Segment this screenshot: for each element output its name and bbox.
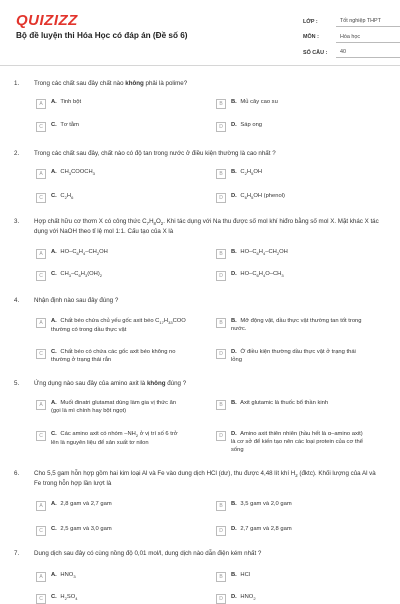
answer-option-d[interactable] (216, 122, 366, 132)
option-text: C. Các amino axit có nhóm $-NH_2$ ở vị trí số 6 trở lên là nguyên liệu để sản xuất tơ nilon (51, 431, 178, 446)
question-text: Trong các chất sau đây, chất nào có độ tan trong nước ở điều kiện thường là cao nhất ? (34, 150, 276, 157)
question-text: Ứng dụng nào sau đây của amino axit là không đúng ? (34, 380, 187, 387)
option-letter-box: B (216, 318, 226, 328)
answer-option-b[interactable] (216, 572, 366, 582)
option-text: A. $CH_3COOCH_3$ (51, 169, 95, 177)
option-text: A. Muối đinatri glutamat dùng làm gia vị thức ăn (gọi là mì chính hay bột ngọt) (51, 400, 177, 414)
option-text: D. 2,7 gam và 2,8 gam (231, 526, 292, 532)
option-text: D. Amino axit thiên nhiên (hầu hết là α–amino axit) là cơ sở để kiến tạo nên các loại protein của cơ thể sống (231, 431, 363, 453)
header-divider (0, 65, 400, 66)
answer-option-a[interactable] (36, 572, 186, 582)
option-letter-box: D (216, 122, 226, 132)
option-letter-box: D (216, 594, 226, 604)
question-text: Trong các chất sau đây chất nào không phải là polime? (34, 80, 188, 87)
answer-option-b[interactable] (216, 249, 366, 259)
option-letter-box: D (216, 526, 226, 536)
option-text: C. $CH_3-C_6H_3(OH)_2$ (51, 271, 103, 279)
option-text: A. Tinh bột (51, 99, 82, 105)
answer-option-c[interactable] (36, 431, 186, 448)
meta-label: MÔN : (303, 34, 319, 41)
answer-option-c[interactable] (36, 193, 186, 203)
option-text: B. $C_2H_5OH$ (231, 169, 263, 177)
answer-option-d[interactable] (216, 526, 366, 536)
question-number: 3. (14, 218, 20, 225)
option-letter-box: D (216, 271, 226, 281)
option-letter-box: B (216, 99, 226, 109)
option-text: D. Ở điều kiện thường dầu thực vật ở trạng thái lỏng (231, 349, 356, 363)
option-text: B. Mỡ động vật, dầu thực vật thường tan tốt trong nước. (231, 318, 362, 332)
answer-option-c[interactable] (36, 526, 186, 536)
option-text: B. 3,5 gam và 2,0 gam (231, 501, 292, 507)
option-text: A. $HNO_3$ (51, 572, 76, 580)
question-text: Hợp chất hữu cơ thơm X có công thức $C_7H_8O_2$. Khi tác dụng với Na thu được số mol khí hiđro bằng số mol X. Mặt khác X tác dụng với NaOH theo tỉ lệ mol 1:1. Cấu tạo của X là (34, 218, 379, 236)
answer-option-d[interactable] (216, 594, 366, 604)
option-text: C. 2,5 gam và 3,0 gam (51, 526, 112, 532)
option-letter-box: C (36, 349, 46, 359)
question-number: 6. (14, 470, 20, 477)
answer-option-b[interactable] (216, 99, 366, 109)
answer-option-d[interactable] (216, 349, 366, 365)
answer-option-c[interactable] (36, 271, 186, 281)
meta-value: 40 (336, 47, 400, 58)
answer-option-b[interactable] (216, 400, 366, 410)
option-text: C. $H_2SO_4$ (51, 594, 78, 602)
page-title: Bộ đề luyện thi Hóa Học có đáp án (Đề số 6) (16, 31, 188, 40)
meta-label: SỐ CÂU : (303, 49, 328, 56)
option-letter-box: A (36, 501, 46, 511)
option-text: A. $HO-C_6H_4-CH_2OH$ (51, 249, 108, 257)
option-letter-box: A (36, 169, 46, 179)
option-text: A. Chất béo chứa chủ yếu gốc axit béo $C_{17}H_{33}COO$ thường có trong dầu thực vật (51, 318, 186, 333)
option-letter-box: C (36, 271, 46, 281)
option-text: A. 2,8 gam và 2,7 gam (51, 501, 112, 507)
answer-option-c[interactable] (36, 122, 186, 132)
answer-option-a[interactable] (36, 169, 186, 179)
option-text: B. Mủ cây cao su (231, 99, 278, 105)
option-letter-box: C (36, 193, 46, 203)
option-text: D. Sáp ong (231, 122, 263, 128)
answer-option-b[interactable] (216, 318, 366, 334)
meta-value: Tốt nghiệp THPT (336, 16, 400, 27)
option-letter-box: C (36, 594, 46, 604)
option-letter-box: A (36, 249, 46, 259)
question-number: 4. (14, 297, 20, 304)
option-letter-box: C (36, 431, 46, 441)
answer-option-a[interactable] (36, 501, 186, 511)
meta-value: Hóa học (336, 32, 400, 43)
option-text: D. $HNO_2$ (231, 594, 256, 602)
question-text: Cho 5,5 gam hỗn hợp gồm hai kim loại Al và Fe vào dung dịch HCl (dư), thu được 4,48 lít khí $H_2$ (đktc). Khối lượng của Al và Fe trong hỗn hợp lần lượt là (34, 470, 376, 488)
option-text: C. Tơ tằm (51, 122, 79, 128)
question-text: Nhận định nào sau đây đúng ? (34, 297, 119, 304)
option-letter-box: C (36, 122, 46, 132)
option-letter-box: A (36, 318, 46, 328)
option-text: B. HCl (231, 572, 251, 578)
option-letter-box: D (216, 431, 226, 441)
answer-option-a[interactable] (36, 99, 186, 109)
answer-option-a[interactable] (36, 249, 186, 259)
answer-option-c[interactable] (36, 349, 186, 365)
option-letter-box: B (216, 572, 226, 582)
question-number: 5. (14, 380, 20, 387)
question-text: Dung dịch sau đây có cùng nồng độ 0,01 mol/l, dung dịch nào dẫn điện kém nhất ? (34, 550, 262, 557)
option-letter-box: D (216, 193, 226, 203)
meta-label: LỚP : (303, 18, 318, 25)
option-text: B. Axit glutamic là thuốc bổ thần kinh (231, 400, 329, 406)
answer-option-b[interactable] (216, 169, 366, 179)
option-text: D. $C_6H_5OH$ (phenol) (231, 193, 285, 201)
answer-option-d[interactable] (216, 271, 366, 281)
meta-row-subject (303, 30, 400, 46)
option-text: B. $HO-C_6H_4-CH_2OH$ (231, 249, 288, 257)
option-letter-box: D (216, 349, 226, 359)
option-letter-box: A (36, 99, 46, 109)
option-letter-box: B (216, 169, 226, 179)
option-text: D. $HO-C_6H_4O-CH_3$ (231, 271, 284, 279)
answer-option-a[interactable] (36, 318, 186, 335)
answer-option-b[interactable] (216, 501, 366, 511)
answer-option-d[interactable] (216, 193, 366, 203)
answer-option-c[interactable] (36, 594, 186, 604)
quizizz-logo: QUIZIZZ (16, 12, 78, 29)
option-letter-box: B (216, 400, 226, 410)
option-letter-box: B (216, 249, 226, 259)
question-number: 1. (14, 80, 20, 87)
meta-row-count (303, 45, 400, 61)
question-number: 7. (14, 550, 20, 557)
answer-option-a[interactable] (36, 400, 186, 416)
option-letter-box: B (216, 501, 226, 511)
answer-option-d[interactable] (216, 431, 366, 454)
option-text: C. Chất béo có chứa các gốc axit béo không no thường ở trạng thái rắn (51, 349, 176, 363)
meta-panel (303, 14, 400, 61)
option-letter-box: A (36, 572, 46, 582)
option-letter-box: C (36, 526, 46, 536)
meta-row-class (303, 14, 400, 30)
option-text: C. $C_2H_6$ (51, 193, 74, 201)
option-letter-box: A (36, 400, 46, 410)
question-number: 2. (14, 150, 20, 157)
